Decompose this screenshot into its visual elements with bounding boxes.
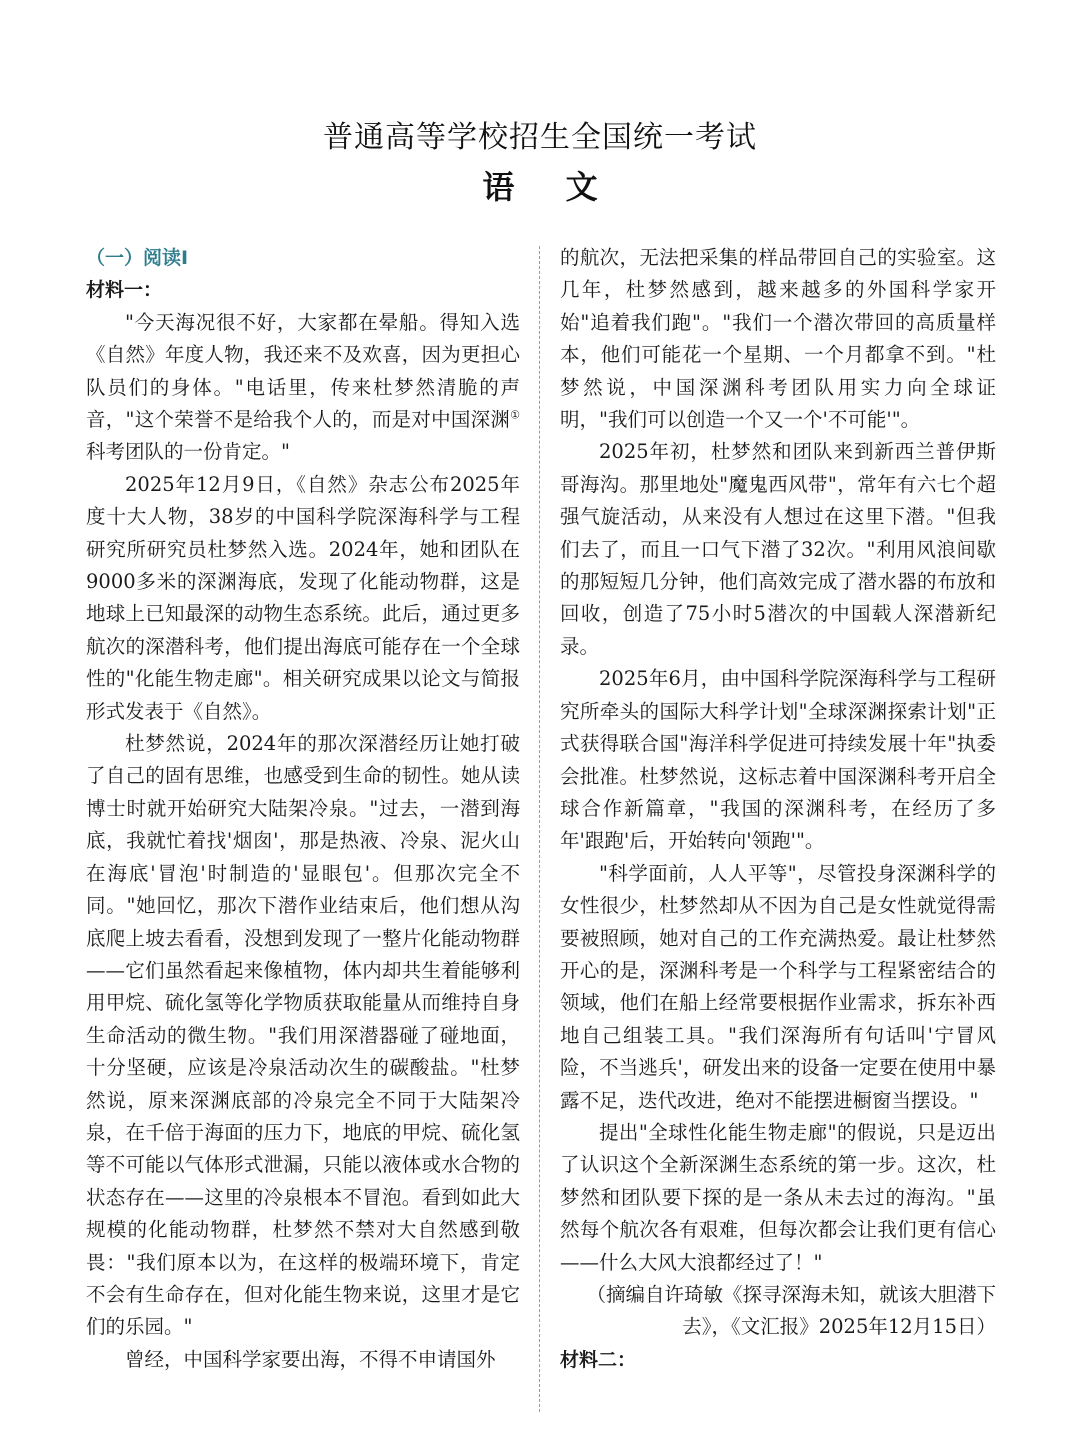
paragraph-7: "科学面前，人人平等"，尽管投身深渊科学的女性很少，杜梦然却从不因为自己是女性就觉得需要被照顾，她对自己的工作充满热爱。最让杜梦然开心的是，深渊科考是一个科学与工程紧密结合的领域，他们在船上经常要根据作业需求，拆东补西地自己组装工具。"我们深海所有句话叫'宁冒风险，不当逃兵'，研发出来的设备一定要在使用中暴露不足，迭代改进，绝对不能摆进橱窗当摆设。" xyxy=(560,861,996,1112)
material-one-label: 材料一： xyxy=(86,279,163,302)
column-divider xyxy=(539,246,540,1412)
section-heading: （一）阅读Ⅰ xyxy=(86,247,189,269)
material-two-label: 材料二： xyxy=(560,1348,637,1371)
paragraph-5: 2025年初，杜梦然和团队来到新西兰普伊斯哥海沟。那里地处"魔鬼西风带"，常年有六七个超强气旋活动，从来没有人想过在这里下潜。"但我们去了，而且一口气下潜了32次。"利用风浪间歇的那短短几分钟，他们高效完成了潜水器的布放和回收，创造了75小时5潜次的中国载人深潜新纪录。 xyxy=(560,440,996,658)
paragraph-8: 提出"全球性化能生物走廊"的假说，只是迈出了认识这个全新深渊生态系统的第一步。这次，杜梦然和团队要下探的是一条从未去过的海沟。"虽然每个航次各有艰难，但每次都会让我们更有信心——什么大风大浪都经过了！" xyxy=(560,1120,996,1274)
paragraph-1 xyxy=(86,307,520,469)
subject-title: 语 文 xyxy=(482,168,598,206)
paragraph-2: 2025年12月9日，《自然》杂志公布2025年度十大人物，38岁的中国科学院深海科学与工程研究所研究员杜梦然入选。2024年，她和团队在9000多米的深渊海底，发现了化能动物群，这是地球上已知最深的动物生态系统。此后，通过更多航次的深潜科考，他们提出海底可能存在一个全球性的"化能生物走廊"。相关研究成果以论文与简报形式发表于《自然》。 xyxy=(86,472,520,723)
paragraph-1-text: "今天海况很不好，大家都在晕船。得知入选《自然》年度人物，我还来不及欢喜，因为更担心队员们的身体。"电话里，传来杜梦然清脆的声音，"这个荣誉不是给我个人的，而是对中国深渊 xyxy=(86,310,520,431)
paragraph-1-text-end: 科考团队的一份肯定。" xyxy=(86,440,290,464)
footnote-marker: ① xyxy=(510,408,520,422)
paragraph-4: 曾经，中国科学家要出海，不得不申请国外 xyxy=(125,1347,496,1371)
page-title: 普通高等学校招生全国统一考试 xyxy=(323,120,757,155)
paragraph-4-continued: 的航次，无法把采集的样品带回自己的实验室。这几年，杜梦然感到，越来越多的外国科学家开始"追着我们跑"。"我们一个潜次带回的高质量样本，他们可能花一个星期、一个月都拿不到。"杜梦然说，中国深渊科考团队用实力向全球证明，"我们可以创造一个又一个'不可能'"。 xyxy=(560,246,996,432)
paragraph-3: 杜梦然说，2024年的那次深潜经历让她打破了自己的固有思维，也感受到生命的韧性。她从读博士时就开始研究大陆架冷泉。"过去，一潜到海底，我就忙着找'烟囱'，那是热液、冷泉、泥火山在海底'冒泡'时制造的'显眼包'。但那次完全不同。"她回忆，那次下潜作业结束后，他们想从沟底爬上坡去看看，没想到发现了一整片化能动物群——它们虽然看起来像植物，体内却共生着能够利用甲烷、硫化氢等化学物质获取能量从而维持自身生命活动的微生物。"我们用深潜器碰了碰地面，十分坚硬，应该是冷泉活动次生的碳酸盐。"杜梦然说，原来深渊底部的冷泉完全不同于大陆架冷泉，在千倍于海面的压力下，地底的甲烷、硫化氢等不可能以气体形式泄漏，只能以液体或水合物的状态存在——这里的冷泉根本不冒泡。看到如此大规模的化能动物群，杜梦然不禁对大自然感到敬畏："我们原本以为，在这样的极端环境下，肯定不会有生命存在，但对化能生物来说，这里才是它们的乐园。" xyxy=(86,732,520,1339)
left-column xyxy=(86,242,520,1376)
right-column xyxy=(560,242,996,1376)
source-citation: （摘编自许琦敏《探寻深海未知，就该大胆潜下去》，《文汇报》2025年12月15日） xyxy=(586,1283,996,1339)
paragraph-6: 2025年6月，由中国科学院深海科学与工程研究所牵头的国际大科学计划"全球深渊探索计划"正式获得联合国"海洋科学促进可持续发展十年"执委会批准。杜梦然说，这标志着中国深渊科考开启全球合作新篇章，"我国的深渊科考，在经历了多年'跟跑'后，开始转向'领跑'"。 xyxy=(560,667,996,853)
